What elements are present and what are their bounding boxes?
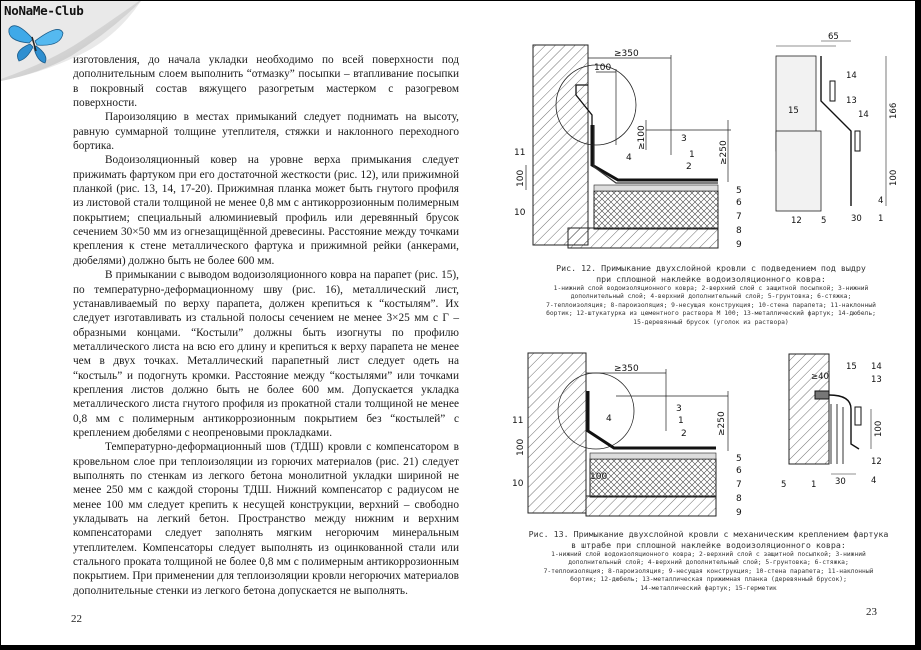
- callout: 11: [514, 148, 526, 158]
- callout: 8: [736, 226, 742, 236]
- dim-label: 100: [594, 63, 612, 73]
- caption-legend: дополнительный слой; 4-верхний дополнительный слой; 5-грунтовка; 6-стяжка;: [568, 559, 849, 567]
- callout: 13: [846, 96, 857, 106]
- caption-legend: 7-теплоизоляция; 8-пароизоляция; 9-несущая конструкция; 10-стена парапета; 11-наклонный: [546, 301, 876, 309]
- callout: 7: [736, 212, 742, 222]
- callout: 2: [681, 429, 687, 439]
- page-number-left: 22: [71, 613, 82, 625]
- callout: 13: [871, 375, 882, 385]
- callout: 1: [878, 214, 884, 224]
- book-spread: [1, 1, 915, 645]
- dim-label: ≥40: [811, 372, 829, 382]
- dim-label: ≥350: [614, 364, 639, 374]
- paragraph: Водоизоляционный ковер на уровне верха примыкания следует прижимать фартуком при его достаточной жесткости (рис. 12), или прижимной планкой (рис. 13, 14, 17-20). Прижимная планка может быть гнутого профиля из листовой стали толщиной не менее 0,8 мм с антикоррозионным полимерным покрытием; специальный алюминиевый профиль или деревянный брусок сечением 30×50 мм из огнезащищённой древесины. Расстояние между точками крепления к стене металлического фартука и прижимной рейки (анкерами, дюбелями) должно быть не более 600 мм.: [73, 154, 459, 267]
- dim-label: ≥250: [717, 411, 727, 436]
- callout: 12: [791, 216, 802, 226]
- callout: 10: [512, 479, 524, 489]
- dim-label: ≥250: [719, 140, 729, 165]
- callout: 10: [514, 208, 526, 218]
- callout: 5: [821, 216, 827, 226]
- page-number-right: 23: [866, 606, 877, 618]
- fig12-detail-drawing: [766, 31, 901, 231]
- callout: 12: [871, 457, 882, 467]
- callout: 9: [736, 240, 742, 250]
- fig12-main-drawing: [506, 25, 756, 255]
- watermark-logo: [1, 1, 151, 81]
- callout: 14: [871, 362, 882, 372]
- callout: 5: [736, 186, 742, 196]
- paragraph: изготовления, до начала укладки необходимо по всей поверхности под дополнительным слоем выполнить “отмазку” посыпки – втапливание посыпки в покровный состав вяжущего разогретым мастерком с разогревом поверхности.: [73, 54, 459, 110]
- watermark-text: NoNaMe-Club: [4, 3, 84, 18]
- callout: 5: [781, 480, 787, 489]
- caption-legend: 1-нижний слой водоизоляционного ковра; 2-верхний слой с защитной посыпкой; 3-нижний: [553, 285, 869, 292]
- dim-label: 100: [889, 169, 899, 186]
- fig12-caption: [516, 263, 906, 327]
- callout: 5: [736, 454, 742, 464]
- callout: 4: [878, 196, 884, 206]
- caption-title: Рис. 12. Примыкание двухслойной кровли с подведением под выдру: [556, 263, 866, 273]
- fig13-main-drawing: [506, 341, 756, 521]
- callout: 14: [858, 110, 869, 120]
- callout: 6: [736, 198, 742, 208]
- callout: 1: [678, 416, 684, 426]
- dim-label: 100: [516, 438, 526, 456]
- dim-label: 30: [851, 214, 862, 224]
- paragraph: В примыкании с выводом водоизоляционного ковра на парапет (рис. 15), по температурно-деформационному шву (рис. 16), металлический лист, устанавливаемый по верху парапета, должен крепиться к “костылям”. Их следует изготавливать из стальной полосы сечением не менее 3×25 мм с Г – образными концами. “Костыли” должны быть изогнуты по профилю металлического листа на всю его длину и крепиться к верху парапета не менее чем в двух точках. Металлический парапетный лист следует одеть на “костыль” и подогнуть кромки. Расстояние между “костылями” или точками крепления листов должно быть не более 600 мм. Допускается укладка металлического листа гнутого профиля из прокатной стали толщиной не менее 0,8 мм с полимерным антикоррозионным покрытием без “костылей” с креплением дюбелями с неопреновыми прокладками.: [73, 269, 459, 439]
- insulation: [594, 191, 718, 229]
- caption-title: в штрабе при сплошной наклейке водоизоляционного ковра:: [571, 540, 846, 550]
- callout: 3: [681, 134, 687, 144]
- slab: [568, 228, 718, 248]
- dim-label: 65: [828, 32, 839, 42]
- caption-legend: 7-теплоизоляция; 8-пароизоляция; 9-несущая конструкция; 10-стена парапета; 11-наклонный: [543, 567, 874, 575]
- dim-label: ≥350: [614, 49, 639, 59]
- paragraph: Пароизоляцию в местах примыканий следует поднимать на высоту, равную суммарной толщине утеплителя, стяжки и наклонного переходного бортика.: [73, 111, 459, 153]
- callout: 3: [676, 404, 682, 414]
- dim-label: 30: [835, 477, 846, 487]
- callout: 4: [606, 414, 612, 424]
- caption-legend: 1-нижний слой водоизоляционного ковра; 2-верхний слой с защитной посыпкой; 3-нижний: [551, 551, 866, 558]
- fig13-detail-drawing: [771, 349, 901, 489]
- callout: 7: [736, 480, 742, 490]
- caption-legend: дополнительный слой; 4-верхний дополнительный слой; 5-грунтовка; 6-стяжка;: [570, 293, 852, 301]
- callout: 15: [846, 362, 857, 372]
- screed: [594, 185, 718, 191]
- caption-legend: 15-деревянный брусок (уголок из раствора): [633, 318, 789, 326]
- callout: 2: [686, 162, 692, 172]
- callout: 9: [736, 508, 742, 518]
- dim-label: ≥100: [637, 125, 647, 150]
- fig13-caption: [511, 529, 906, 593]
- callout: 4: [626, 153, 632, 163]
- callout: 15: [788, 106, 799, 116]
- caption-title: при сплошной наклейке водоизоляционного ковра:: [596, 274, 826, 284]
- paragraph: Температурно-деформационный шов (ТДШ) кровли с компенсатором в кровельном слое при теплоизоляции из горючих материалов (рис. 21) следует выполнять по стенкам из легкого бетона монолитной укладки шириной не менее 250 мм с каждой стороны ТДШ. Нижний компенсатор с радиусом не менее 100 мм следует крепить к несущей конструкции, верхний – свободно укладывать на легкий бетон. Пространство между нижним и верхним компенсаторами следует заполнять мягким негорючим минеральным утеплителем. Компенсаторы следует выполнять из оцинкованной стали или стального проката толщиной не более 0,8 мм с полимерным антикоррозионным покрытием. При применении для теплоизоляции кровли негорючих материалов дополнительные стенки из легкого бетона допускается не выполнять.: [73, 441, 459, 597]
- callout: 8: [736, 494, 742, 504]
- dim-label: 100: [590, 472, 608, 482]
- caption-legend: 14-металлический фартук; 15-герметик: [640, 584, 777, 592]
- left-page-body: [73, 53, 459, 598]
- dim-label: 100: [874, 420, 884, 437]
- callout: 14: [846, 71, 857, 81]
- butterfly-icon: [5, 17, 65, 65]
- callout: 1: [811, 480, 817, 489]
- callout: 6: [736, 466, 742, 476]
- caption-legend: бортик; 12-дюбель; 13-металлическая прижимная планка (деревянный брусок);: [570, 576, 847, 584]
- callout: 4: [871, 476, 877, 486]
- callout: 1: [689, 150, 695, 160]
- caption-title: Рис. 13. Примыкание двухслойной кровли с механическим креплением фартука: [528, 529, 889, 539]
- parapet-wall: [533, 45, 588, 245]
- dim-label: 166: [889, 102, 899, 119]
- dim-label: 100: [516, 169, 526, 187]
- callout: 11: [512, 416, 524, 426]
- caption-legend: бортик; 12-штукатурка из цементного раствора М 100; 13-металлический фартук; 14-дюбель;: [546, 310, 876, 318]
